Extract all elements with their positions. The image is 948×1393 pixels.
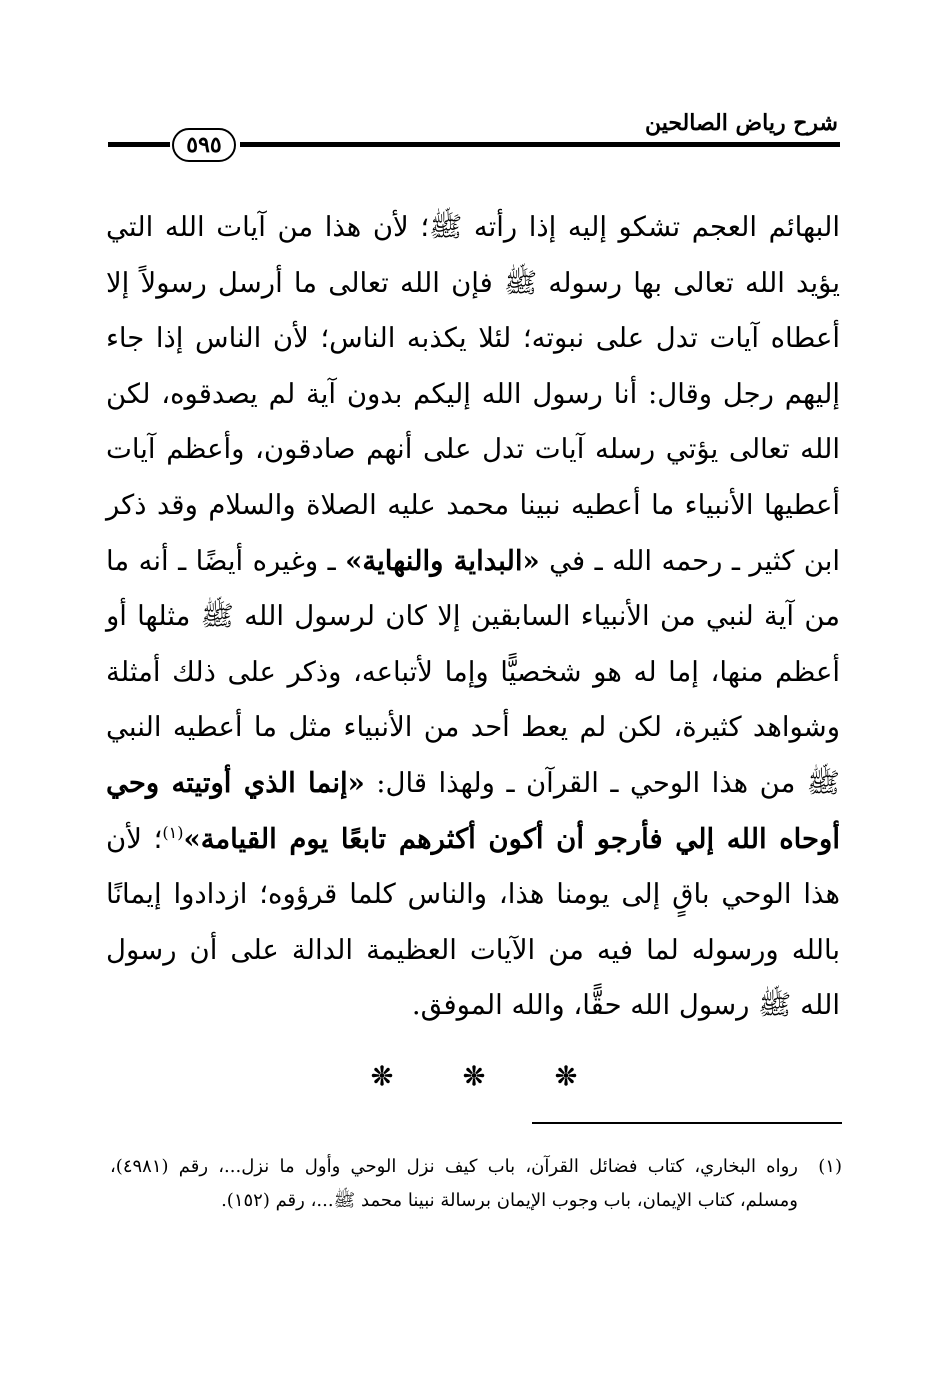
- asterism-icon: ❊: [555, 1062, 577, 1092]
- asterism-icon: ❊: [371, 1062, 393, 1092]
- hadith-quote: «إنما الذي أوتيته وحي أوحاه الله إلي فأرجو أن أكون أكثرهم تابعًا يوم القيامة»: [106, 766, 840, 855]
- main-text: [106, 200, 840, 1034]
- footnote-reference[interactable]: (١): [162, 822, 184, 842]
- footnote-1: [110, 1150, 842, 1218]
- main-paragraph: [106, 200, 840, 1034]
- footnote-marker: (١): [818, 1156, 842, 1177]
- text-segment-1: البهائم العجم تشكو إليه إذا رأته ﷺ؛ لأن هذا من آيات الله التي يؤيد الله تعالى بها رسوله ﷺ فإن الله تعالى ما أرسل رسولاً إلا أعطاه آيات تدل على نبوته؛ لئلا يكذبه الناس؛ لأن الناس إذا جاء إليهم رجل وقال: أنا رسول الله إليكم بدون آية لم يصدقوه، لكن الله تعالى يؤتي رسله آيات تدل على أنهم صادقون، وأعظم آيات أعطيها الأنبياء ما أعطيه نبينا محمد عليه الصلاة والسلام وقد ذكر ابن كثير ـ رحمه الله ـ في: [106, 211, 840, 577]
- section-divider: [0, 1062, 948, 1092]
- page-number: ٥٩٥: [172, 128, 236, 162]
- asterism-icon: ❊: [463, 1062, 485, 1092]
- running-header-title: شرح رياض الصالحين: [644, 110, 838, 136]
- footnote-separator: [532, 1122, 842, 1124]
- footnotes: [110, 1150, 842, 1218]
- footnote-text: رواه البخاري، كتاب فضائل القرآن، باب كيف نزل الوحي وأول ما نزل...، رقم (٤٩٨١)، ومسلم، كتاب الإيمان، باب وجوب الإيمان برسالة نبينا محمد ﷺ...، رقم (١٥٢).: [110, 1156, 798, 1211]
- book-title-quote: «البداية والنهاية»: [345, 544, 540, 577]
- text-segment-2: ـ وغيره أيضًا ـ أنه ما من آية لنبي من الأنبياء السابقين إلا كان لرسول الله ﷺ مثلها أو أعظم منها، إما له هو شخصيًّا وإما لأتباعه، وذكر على ذلك أمثلة وشواهد كثيرة، لكن لم يعط أحد من الأنبياء مثل ما أعطيه النبي ﷺ من هذا الوحي ـ القرآن ـ ولهذا قال:: [106, 544, 841, 799]
- header-rule-right: [240, 142, 840, 147]
- header-rule-left: [108, 142, 170, 147]
- text-segment-3: ؛ لأن هذا الوحي باقٍ إلى يومنا هذا، والناس كلما قرؤوه؛ ازدادوا إيمانًا بالله ورسوله لما فيه من الآيات العظيمة الدالة على أن رسول الله ﷺ رسول الله حقًّا، والله الموفق.: [106, 822, 840, 1022]
